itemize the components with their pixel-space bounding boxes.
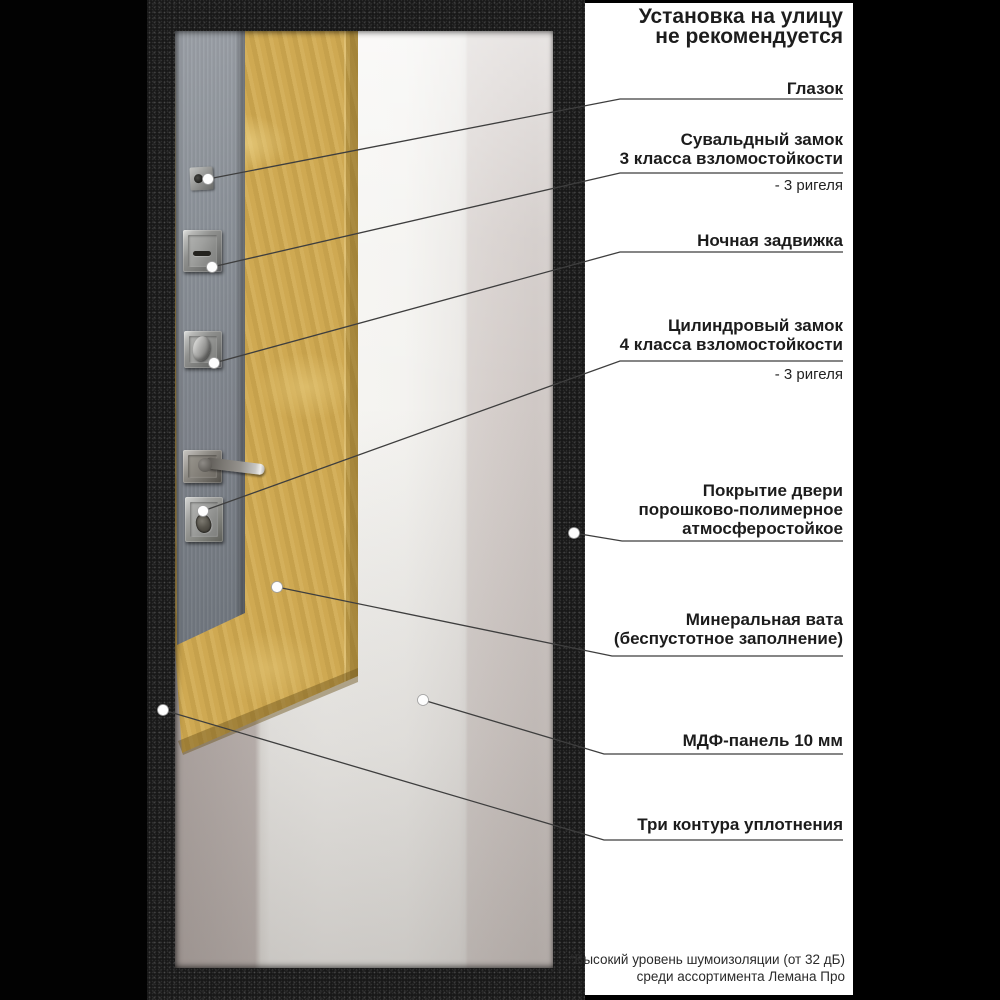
callout-label-night-latch: Ночная задвижка xyxy=(697,231,843,250)
peephole-icon xyxy=(189,166,213,190)
callout-note-lever-lock-bolts: - 3 ригеля xyxy=(774,177,843,194)
night-latch-thumbturn-icon xyxy=(191,335,212,363)
callout-note-cylinder-lock-bolts: - 3 ригеля xyxy=(774,366,843,383)
warning-title xyxy=(639,7,843,47)
callout-label-coating: Покрытие двери порошково-полимерное атмосферостойкое xyxy=(638,481,843,538)
footnote-line1: *Высокий уровень шумоизоляции (от 32 дБ) xyxy=(569,952,845,967)
callout-label-mineral-wool: Минеральная вата (беспустотное заполнение) xyxy=(613,610,843,648)
door-cutaway xyxy=(175,31,553,968)
lever-lock-keyhole-icon xyxy=(193,251,211,256)
cylinder-lock-plate-icon xyxy=(185,497,223,542)
cylinder-keyway-icon xyxy=(194,512,214,534)
warning-title-line1: Установка на улицу xyxy=(638,5,843,28)
door-handle-neck-icon xyxy=(198,458,212,472)
callout-label-cylinder-lock: Цилиндровый замок 4 класса взломостойкости xyxy=(619,316,843,354)
callout-label-mdf: МДФ-панель 10 мм xyxy=(682,731,843,750)
callout-label-peephole: Глазок xyxy=(786,79,843,98)
lever-lock-plate-icon xyxy=(183,230,222,272)
warning-title-line2: не рекомендуется xyxy=(655,25,843,48)
footnote xyxy=(569,951,845,985)
callout-label-lever-lock: Сувальдный замок 3 класса взломостойкости xyxy=(619,130,843,168)
footnote-line2: среди ассортимента Лемана Про xyxy=(636,969,845,984)
callout-label-seals: Три контура уплотнения xyxy=(637,815,843,834)
night-latch-icon xyxy=(184,331,222,368)
